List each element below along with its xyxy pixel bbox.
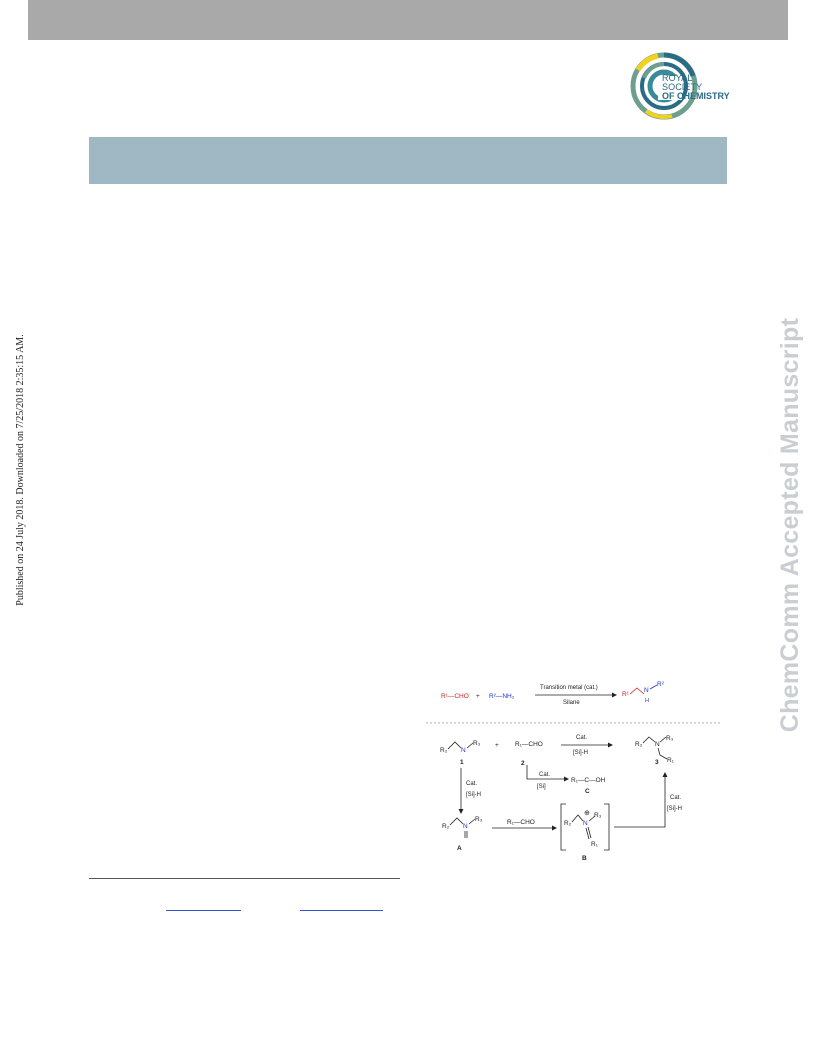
a-label: A [457,845,462,852]
b-bond [572,815,583,822]
top-product-bond-2 [650,685,657,689]
arrow-1-below: [Si]-H [573,750,588,756]
b-r2: R₂ [564,820,572,827]
top-product-h: H [645,698,649,704]
accepted-manuscript-watermark [770,270,810,780]
c3-r3: R₃ [666,735,674,742]
article-header-band [89,137,727,184]
side-above: Cat. [539,772,551,778]
c3-r2: R₂ [635,741,643,748]
b-charge: ⊕ [584,810,590,817]
top-arrow-above: Transition metal (cat.) [540,685,598,691]
c2-num: 2 [521,760,525,767]
b-n: N [583,820,588,827]
top-plus: + [476,693,480,700]
reaction-scheme [424,672,724,878]
b-r1: R₁ [591,841,598,848]
b-bracket-left [561,804,566,850]
c2-label: R₁—CHO [515,741,543,748]
c1-bond [448,742,461,749]
footnote-rule [89,878,400,879]
published-note: Published on 24 July 2018. Downloaded on 7/25/2018 2:35:15 AM. [15,334,26,606]
c3-num: 3 [655,759,659,766]
up-arrow-head [663,772,668,777]
up-arrow [614,777,665,827]
c1-num: 1 [460,759,464,766]
c1-r3: R₃ [473,740,481,747]
top-product-r2: R² [657,681,664,688]
side-product: R₁—C—OH [571,777,606,784]
rsc-logo-text [662,74,732,101]
published-sidebar [14,330,28,610]
top-arrowhead [612,693,617,698]
c3-bond [643,737,655,743]
c3-n: N [655,741,660,748]
up-below: [Si]-H [667,806,682,812]
top-product-n: N [644,687,649,694]
top-gray-bar [28,0,788,40]
footnote-link-2[interactable] [300,910,383,911]
arrow-1-head [608,743,613,748]
logo-line-1: ROYAL SOCIETY [662,73,703,92]
c1-r2: R₂ [440,747,448,754]
bottom-plus: + [495,742,499,749]
top-r1-cho: R¹—CHO [441,693,469,700]
rsc-logo [628,50,732,122]
footnote-link-1[interactable] [166,910,241,911]
side-arrow-head [564,777,569,782]
a-r2: R₂ [442,823,450,830]
c1-n: N [461,747,466,754]
down-arrow-head [459,809,464,814]
watermark-text: ChemComm Accepted Manuscript [776,317,804,733]
b-label: B [582,855,587,862]
b-bracket-right [604,804,609,850]
reaction-scheme-svg [424,672,724,878]
top-product-r1: R¹ [622,691,629,698]
a-n: N [463,823,468,830]
arrow-2-head [552,826,557,831]
c3-r1: R₁ [667,757,674,764]
b-r3: R₃ [594,812,602,819]
top-product-bond [630,688,644,694]
arrow-1-above: Cat. [576,735,588,741]
up-above: Cat. [670,795,682,801]
a-bond [450,818,463,825]
top-arrow-below: Silane [563,700,580,706]
down-below: [Si]-H [466,792,481,798]
down-above: Cat. [466,781,478,787]
logo-line-2: OF CHEMISTRY [662,91,730,101]
c3-bond-3 [658,748,667,759]
arrow-2-label: R₁—CHO [507,819,535,826]
side-label: C [585,788,590,795]
top-r2-nh2: R²—NH₂ [489,693,515,700]
a-r3: R₃ [475,816,483,823]
side-below: [Si] [537,784,546,790]
